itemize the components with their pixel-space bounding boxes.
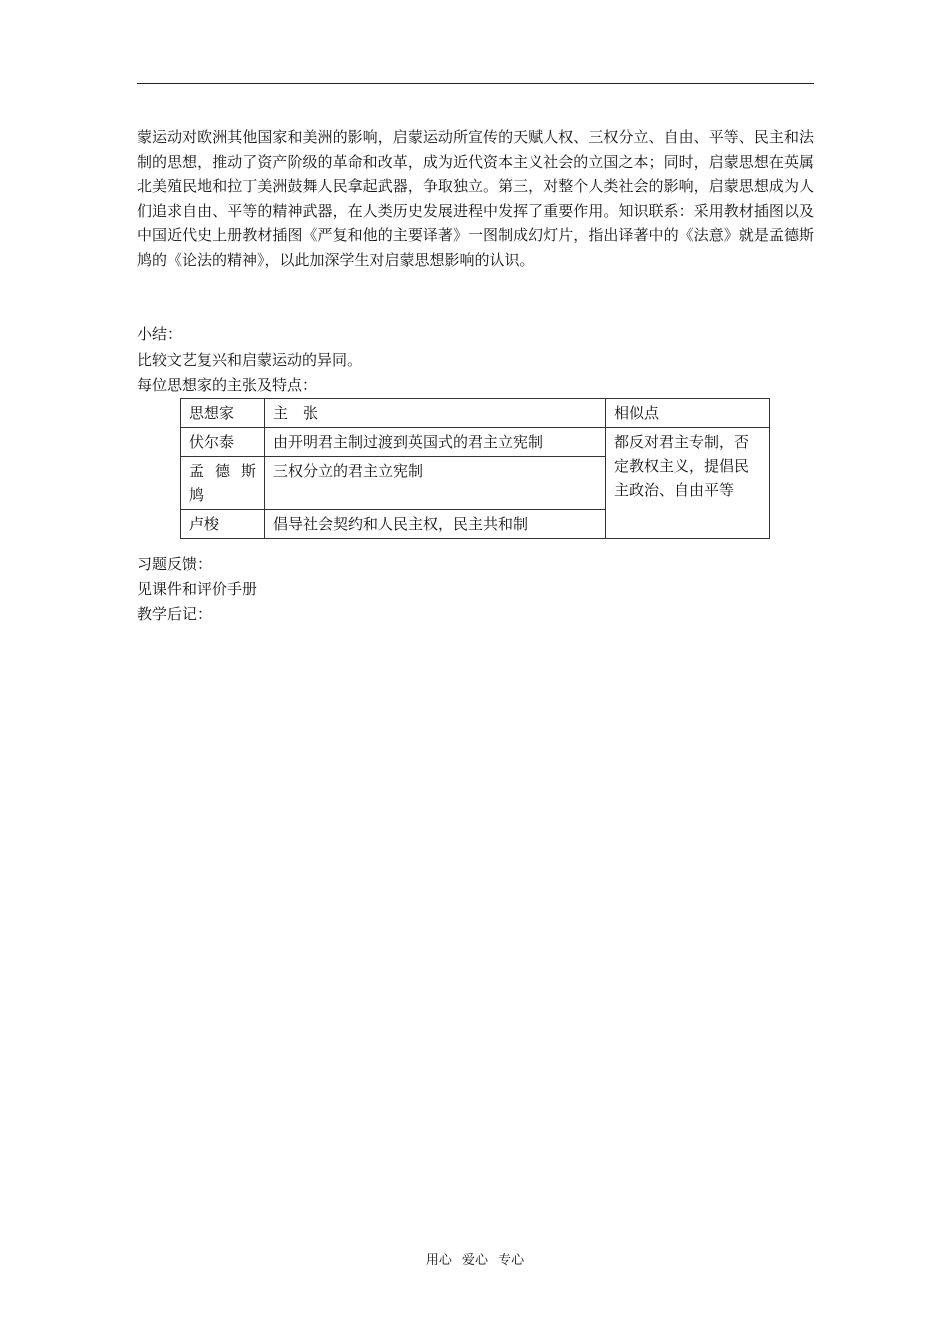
table-row [181, 428, 770, 457]
thinker-cell: 伏尔泰 [181, 428, 265, 457]
summary-line-1: 比较文艺复兴和启蒙运动的异同。 [137, 351, 363, 369]
table-header-row [181, 399, 770, 428]
exercise-content: 见课件和评价手册 [137, 580, 258, 598]
similarity-cell: 都反对君主专制，否定教权主义，提倡民主政治、自由平等 [606, 428, 770, 539]
header-thinker: 思想家 [181, 399, 265, 428]
thinker-cell: 孟 德 斯 鸠 [181, 457, 265, 510]
thinkers-table [180, 398, 770, 539]
claim-cell: 倡导社会契约和人民主权，民主共和制 [265, 510, 606, 539]
header-claim: 主 张 [265, 399, 606, 428]
exercise-heading: 习题反馈： [137, 555, 213, 573]
body-paragraph: 蒙运动对欧洲其他国家和美洲的影响，启蒙运动所宣传的天赋人权、三权分立、自由、平等、民主和法制的思想，推动了资产阶级的革命和改革，成为近代资本主义社会的立国之本；同时，启蒙思想在英属北美殖民地和拉丁美洲鼓舞人民拿起武器，争取独立。第三，对整个人类社会的影响，启蒙思想成为人们追求自由、平等的精神武器，在人类历史发展进程中发挥了重要作用。知识联系：采用教材插图以及中国近代史上册教材插图《严复和他的主要译著》一图制成幻灯片，指出译著中的《法意》就是孟德斯鸠的《论法的精神》，以此加深学生对启蒙思想影响的认识。 [137, 128, 814, 269]
header-similarity: 相似点 [606, 399, 770, 428]
page-footer [0, 1249, 950, 1268]
thinker-cell: 卢梭 [181, 510, 265, 539]
summary-line-2: 每位思想家的主张及特点： [137, 376, 318, 394]
footer-word: 专心 [498, 1253, 525, 1268]
summary-heading: 小结： [137, 325, 183, 343]
footer-word: 爱心 [461, 1253, 488, 1268]
postscript-heading: 教学后记： [137, 605, 213, 623]
claim-cell: 三权分立的君主立宪制 [265, 457, 606, 510]
footer-word: 用心 [425, 1253, 452, 1268]
header-rule [137, 83, 814, 84]
claim-cell: 由开明君主制过渡到英国式的君主立宪制 [265, 428, 606, 457]
